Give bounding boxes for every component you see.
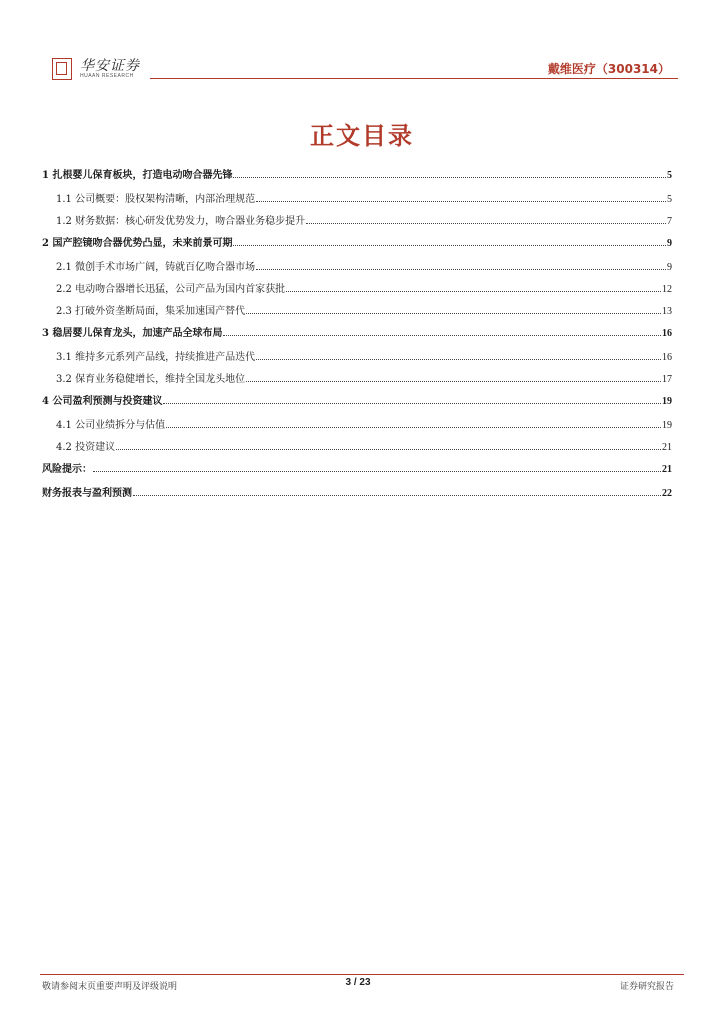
toc-entry-title: 4.2 投资建议 xyxy=(56,442,116,453)
toc-section-entry[interactable] xyxy=(42,371,672,393)
toc-chapter-entry[interactable] xyxy=(42,461,672,485)
toc-section-entry[interactable] xyxy=(42,417,672,439)
toc-chapter-entry[interactable] xyxy=(42,325,672,349)
toc-entry-title: 3 稳居婴儿保育龙头，加速产品全球布局 xyxy=(42,328,223,339)
toc-entry-title: 风险提示： xyxy=(42,464,92,475)
toc-section-entry[interactable] xyxy=(42,191,672,213)
toc-entry-page: 16 xyxy=(662,352,672,363)
logo-chinese-name: 华安证券 xyxy=(80,57,140,74)
toc-section-entry[interactable] xyxy=(42,439,672,461)
toc-entry-title: 4.1 公司业绩拆分与估值 xyxy=(56,420,166,431)
toc-entry-page: 9 xyxy=(667,262,672,273)
footer-report-type: 证券研究报告 xyxy=(619,982,674,992)
toc-entry-title: 2.1 微创手术市场广阔，铸就百亿吻合器市场 xyxy=(56,262,256,273)
toc-chapter-entry[interactable] xyxy=(42,393,672,417)
footer-disclaimer: 敬请参阅末页重要声明及评级说明 xyxy=(42,982,178,992)
toc-entry-page: 9 xyxy=(667,238,672,249)
toc-entry-page: 17 xyxy=(662,374,672,385)
toc-entry-page: 19 xyxy=(662,396,672,407)
page-title: 正文目录 xyxy=(310,121,414,150)
toc-leader-dots xyxy=(116,439,661,450)
toc-leader-dots xyxy=(233,167,666,178)
toc-leader-dots xyxy=(246,371,661,382)
toc-section-entry[interactable] xyxy=(42,259,672,281)
toc-entry-title: 财务报表与盈利预测 xyxy=(42,488,132,499)
toc-leader-dots xyxy=(233,235,666,246)
toc-entry-page: 5 xyxy=(667,170,672,181)
toc-leader-dots xyxy=(306,213,666,224)
toc-entry-page: 16 xyxy=(662,328,672,339)
page-header xyxy=(40,58,684,84)
toc-entry-title: 2.3 打破外资垄断局面，集采加速国产替代 xyxy=(56,306,246,317)
toc-leader-dots xyxy=(223,325,661,336)
toc-chapter-entry[interactable] xyxy=(42,485,672,509)
toc-entry-page: 22 xyxy=(662,488,672,499)
toc-entry-page: 12 xyxy=(662,284,672,295)
toc-entry-title: 4 公司盈利预测与投资建议 xyxy=(42,396,163,407)
logo-english-name: HUAAN RESEARCH xyxy=(80,72,134,79)
toc-section-entry[interactable] xyxy=(42,213,672,235)
toc-leader-dots xyxy=(286,281,661,292)
toc-entry-page: 5 xyxy=(667,194,672,205)
toc-entry-title: 3.2 保育业务稳健增长，维持全国龙头地位 xyxy=(56,374,246,385)
toc-leader-dots xyxy=(133,485,661,496)
toc-entry-title: 2.2 电动吻合器增长迅猛，公司产品为国内首家获批 xyxy=(56,284,286,295)
toc-leader-dots xyxy=(163,393,661,404)
toc-section-entry[interactable] xyxy=(42,281,672,303)
toc-entry-page: 21 xyxy=(662,464,672,475)
toc-leader-dots xyxy=(256,349,661,360)
seal-icon xyxy=(52,58,72,80)
toc-entry-page: 19 xyxy=(662,420,672,431)
toc-entry-title: 3.1 维持多元系列产品线，持续推进产品迭代 xyxy=(56,352,256,363)
toc-leader-dots xyxy=(256,259,666,270)
toc-section-entry[interactable] xyxy=(42,303,672,325)
company-logo xyxy=(52,58,140,80)
toc-entry-page: 13 xyxy=(662,306,672,317)
toc-entry-page: 21 xyxy=(662,442,672,453)
toc-entry-title: 2 国产腔镜吻合器优势凸显，未来前景可期 xyxy=(42,238,233,249)
toc-section-entry[interactable] xyxy=(42,349,672,371)
toc-chapter-entry[interactable] xyxy=(42,235,672,259)
table-of-contents xyxy=(42,167,672,509)
toc-leader-dots xyxy=(166,417,661,428)
toc-leader-dots xyxy=(93,461,661,472)
toc-entry-page: 7 xyxy=(667,216,672,227)
toc-leader-dots xyxy=(256,191,666,202)
toc-entry-title: 1.1 公司概要：股权架构清晰，内部治理规范 xyxy=(56,194,256,205)
toc-chapter-entry[interactable] xyxy=(42,167,672,191)
footer-rule xyxy=(40,974,684,975)
page-number: 3 / 23 xyxy=(345,977,371,988)
report-company: 戴维医疗（300314） xyxy=(547,62,670,76)
toc-entry-title: 1 扎根婴儿保育板块，打造电动吻合器先锋 xyxy=(42,170,233,181)
header-rule xyxy=(150,78,678,79)
toc-entry-title: 1.2 财务数据：核心研发优势发力，吻合器业务稳步提升 xyxy=(56,216,306,227)
toc-leader-dots xyxy=(246,303,661,314)
